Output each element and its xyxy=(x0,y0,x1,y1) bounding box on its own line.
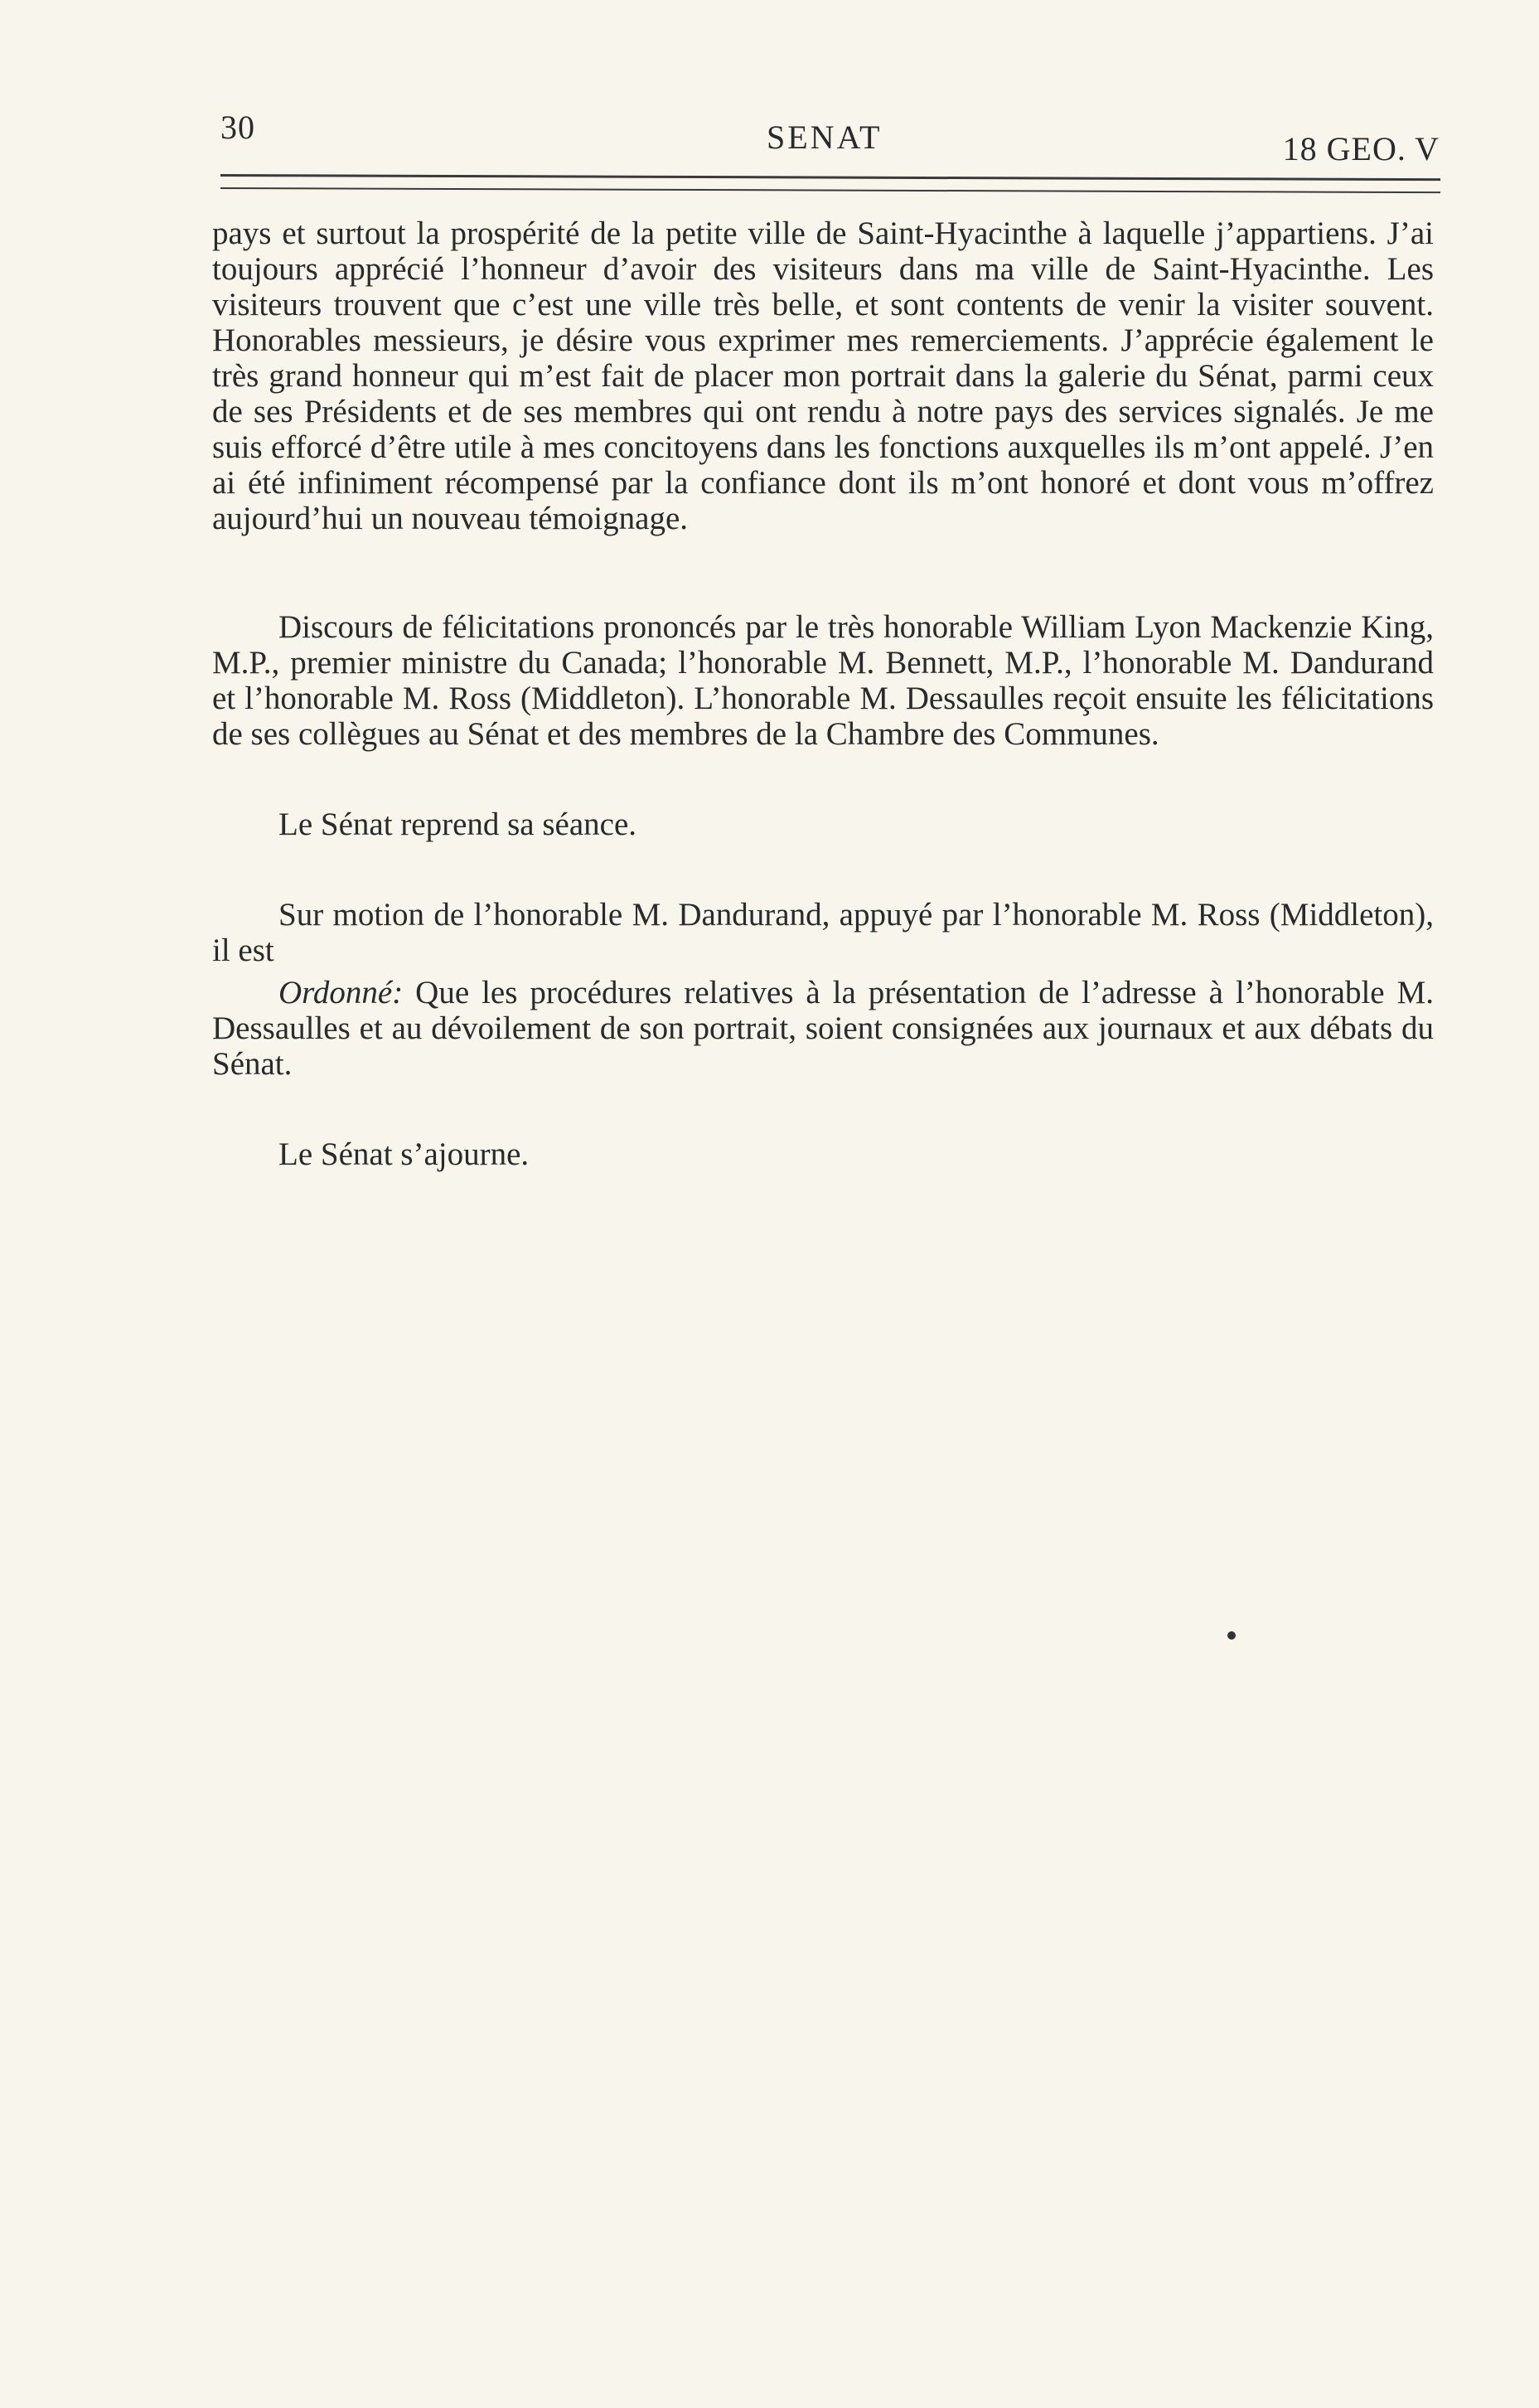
body-text xyxy=(212,216,1434,1172)
session-label: 18 GEO. V xyxy=(1282,130,1440,167)
order-label: Ordonné: xyxy=(278,975,404,1010)
paragraph-motion: Sur motion de l’honorable M. Dandurand, appuyé par l’honorable M. Ross (Middleton), il est xyxy=(212,897,1434,968)
order-text: Que les procédures relatives à la présentation de l’adresse à l’honorable M. Dessaulles et au dévoilement de son portrait, soient consignées aux journaux et aux débats du Sénat. xyxy=(212,975,1434,1082)
paragraph-speech-end: pays et surtout la prospérité de la petite ville de Saint-Hyacinthe à laquelle j’appartiens. J’ai toujours apprécié l’honneur d’avoir des visiteurs dans ma ville de Saint-Hyacinthe. Les visiteurs trouvent que c’est une ville très belle, et sont contents de venir la visiter souvent. Honorables messieurs, je désire vous exprimer mes remerciements. J’apprécie également le très grand honneur qui m’est fait de placer mon portrait dans la galerie du Sénat, parmi ceux de ses Présidents et de ses membres qui ont rendu à notre pays des services signalés. Je me suis efforcé d’être utile à mes concitoyens dans les fonctions auxquelles ils m’ont appelé. J’en ai été infiniment récompensé par la confiance dont ils m’ont honoré et dont vous m’offrez aujourd’hui un nouveau témoignage. xyxy=(212,216,1434,536)
header-rule-secondary xyxy=(220,187,1440,193)
page-number: 30 xyxy=(220,109,255,146)
running-title: SENAT xyxy=(767,119,883,156)
paragraph-adjournment: Le Sénat s’ajourne. xyxy=(278,1136,530,1172)
paragraph-sitting-resumed: Le Sénat reprend sa séance. xyxy=(278,807,637,842)
paragraph-order xyxy=(212,975,1434,1082)
ink-speck xyxy=(1227,1631,1236,1640)
paragraph-congratulations: Discours de félicitations prononcés par le très honorable William Lyon Mackenzie King, M.P., premier ministre du Canada; l’honorable M. Bennett, M.P., l’honorable M. Dandurand et l’honorable M. Ross (Middleton). L’honorable M. Dessaulles reçoit ensuite les félicitations de ses collègues au Sénat et des membres de la Chambre des Communes. xyxy=(212,609,1434,752)
header-rule xyxy=(220,174,1440,181)
